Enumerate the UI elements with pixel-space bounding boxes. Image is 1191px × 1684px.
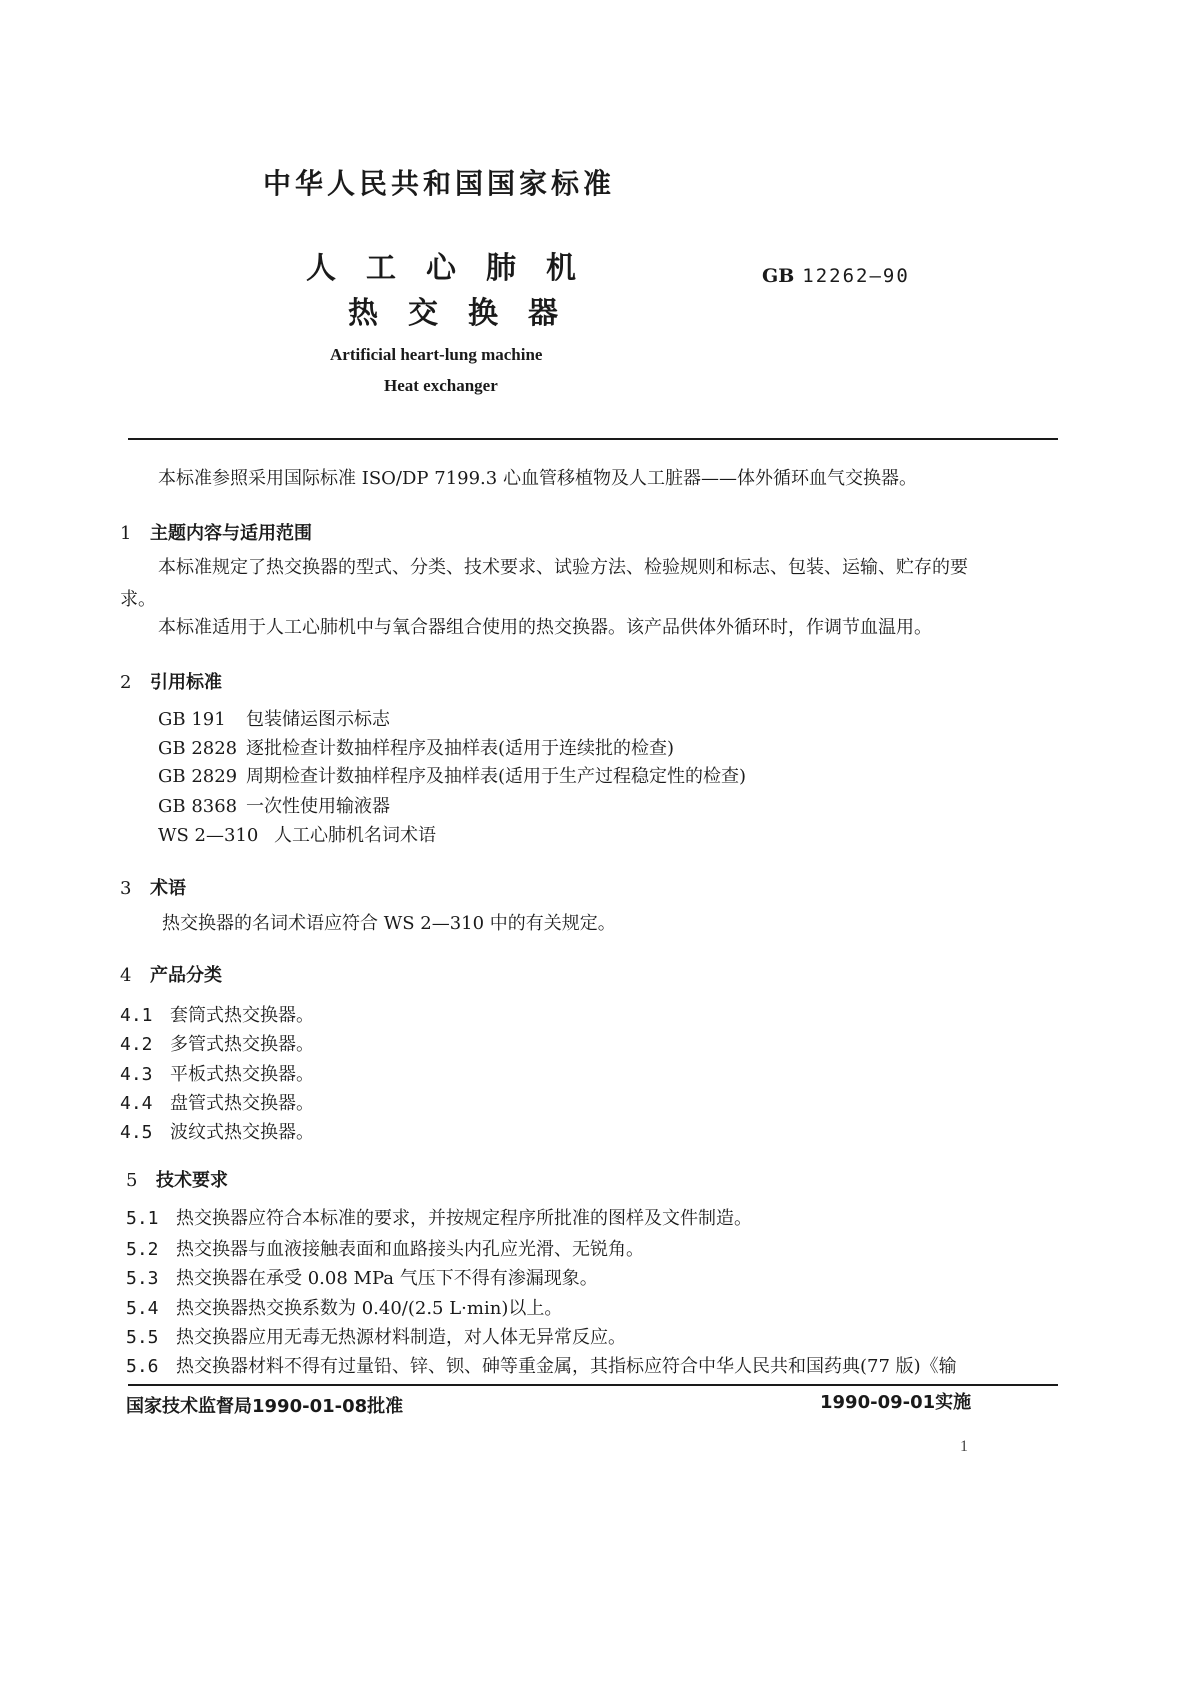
reference-code: WS 2—310 [158,825,259,846]
item-text: 热交换器热交换系数为 0.40/(2.5 L·min)以上。 [176,1298,563,1319]
reference-text: 人工心肺机名词术语 [274,825,436,846]
reference-item [158,796,390,818]
standard-code: 12262—90 [802,265,910,287]
item-text: 平板式热交换器。 [170,1064,314,1085]
item-text: 热交换器与血液接触表面和血路接头内孔应光滑、无锐角。 [176,1239,644,1260]
reference-text: 周期检查计数抽样程序及抽样表(适用于生产过程稳定性的检查) [246,766,747,787]
item-number: 5.5 [126,1327,159,1348]
item-text: 多管式热交换器。 [170,1034,314,1055]
section-title: 产品分类 [150,965,222,986]
item-text: 热交换器在承受 0.08 MPa 气压下不得有渗漏现象。 [176,1268,598,1289]
section-title: 主题内容与适用范围 [150,523,312,544]
classification-item [120,1034,314,1056]
requirement-item [126,1356,957,1378]
section-title: 技术要求 [156,1170,228,1191]
reference-code: GB 191 [158,709,226,730]
section-number: 1 [120,523,132,544]
national-standard-heading: 中华人民共和国国家标准 [263,167,616,200]
section-title: 术语 [150,878,186,899]
classification-item [120,1093,314,1115]
reference-item [158,766,746,788]
approval-line: 国家技术监督局1990-01-08批准 [126,1396,404,1417]
section-3-paragraph: 热交换器的名词术语应符合 WS 2—310 中的有关规定。 [162,913,616,934]
section-1-heading [120,519,312,545]
item-text: 热交换器材料不得有过量铅、锌、钡、砷等重金属，其指标应符合中华人民共和国药典(77 版)《输 [176,1356,957,1377]
item-number: 5.1 [126,1208,159,1229]
reference-item [158,825,436,847]
reference-item [158,709,390,731]
section-4-heading [120,961,222,987]
item-text: 波纹式热交换器。 [170,1122,314,1143]
page-number: 1 [960,1438,968,1455]
section-title: 引用标准 [150,672,222,693]
section-1-paragraph-2: 本标准适用于人工心肺机中与氧合器组合使用的热交换器。该产品供体外循环时，作调节血温用。 [158,617,932,638]
reference-code: GB 2829 [158,766,238,787]
section-1-paragraph-1: 本标准规定了热交换器的型式、分类、技术要求、试验方法、检验规则和标志、包装、运输、贮存的要 [158,557,968,578]
reference-code: GB 8368 [158,796,238,817]
section-number: 4 [120,965,132,986]
item-text: 套筒式热交换器。 [170,1005,314,1026]
section-1-paragraph-1-cont: 求。 [120,589,156,610]
reference-code: GB 2828 [158,738,238,759]
section-number: 5 [126,1170,138,1191]
title-chinese-line2: 热交换器 [348,296,588,331]
item-number: 5.6 [126,1356,159,1377]
item-number: 4.3 [120,1064,153,1085]
reference-text: 一次性使用输液器 [246,796,390,817]
item-number: 5.4 [126,1298,159,1319]
item-number: 5.3 [126,1268,159,1289]
requirement-item [126,1298,562,1320]
item-number: 4.2 [120,1034,153,1055]
requirement-item [126,1239,644,1261]
title-english-line2: Heat exchanger [384,376,498,395]
item-number: 4.4 [120,1093,153,1114]
requirement-item [126,1327,626,1349]
reference-item [158,738,674,760]
item-number: 4.1 [120,1005,153,1026]
item-text: 盘管式热交换器。 [170,1093,314,1114]
section-3-heading [120,874,186,900]
standard-number [762,265,910,287]
standard-prefix: GB [762,265,795,287]
title-english-line1: Artificial heart-lung machine [330,345,543,364]
item-text: 热交换器应符合本标准的要求，并按规定程序所批准的图样及文件制造。 [176,1208,752,1229]
item-text: 热交换器应用无毒无热源材料制造，对人体无异常反应。 [176,1327,626,1348]
section-2-heading [120,668,222,694]
footer-rule [128,1384,1058,1386]
section-number: 2 [120,672,132,693]
reference-text: 包装储运图示标志 [246,709,390,730]
section-number: 3 [120,878,132,899]
requirement-item [126,1268,598,1290]
implementation-line: 1990-09-01实施 [820,1392,972,1413]
item-number: 5.2 [126,1239,159,1260]
item-number: 4.5 [120,1122,153,1143]
classification-item [120,1122,314,1144]
title-chinese-line1: 人工心肺机 [306,251,606,286]
classification-item [120,1005,314,1027]
intro-paragraph: 本标准参照采用国际标准 ISO/DP 7199.3 心血管移植物及人工脏器——体外循环血气交换器。 [158,468,917,489]
header-rule [128,438,1058,440]
requirement-item [126,1208,752,1230]
reference-text: 逐批检查计数抽样程序及抽样表(适用于连续批的检查) [246,738,675,759]
section-5-heading [126,1166,228,1192]
classification-item [120,1064,314,1086]
